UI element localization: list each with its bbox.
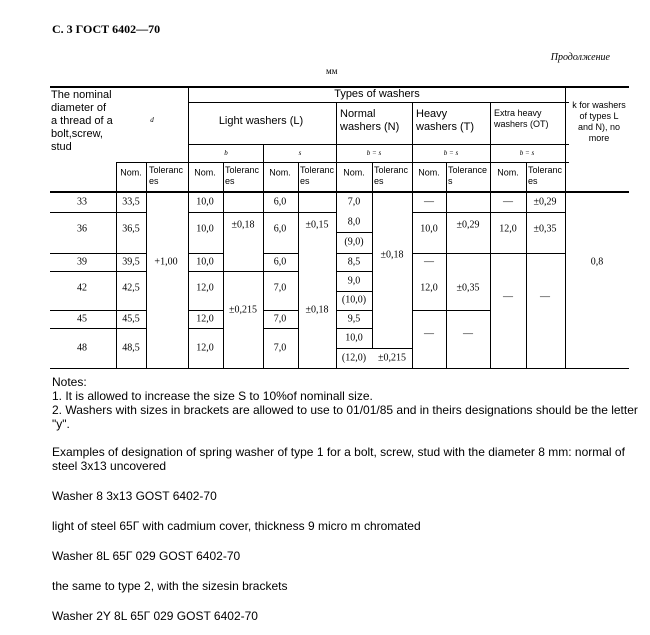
table-cell: — xyxy=(463,328,473,340)
table-cell: ±0,18 xyxy=(231,219,255,231)
table-cell: 7,0 xyxy=(273,342,287,354)
table-cell: (9,0) xyxy=(344,236,364,248)
page-header: С. 3 ГОСТ 6402—70 xyxy=(52,22,161,36)
xh-tol-header: Tolerances xyxy=(528,165,563,186)
table-cell: ±0,215 xyxy=(229,304,257,316)
d-tolerance: +1,00 xyxy=(154,256,178,268)
table-cell: — xyxy=(424,196,434,208)
k-value: 0,8 xyxy=(590,256,604,268)
d-nom-header: Nom. xyxy=(120,167,142,178)
example-1: Examples of designation of spring washer of type 1 for a bolt, screw, stud with the diameter 8 mm: normal of steel 3x13 uncovered xyxy=(52,445,625,473)
washer-designation-2: Washer 8L 65Г 029 GOST 6402-70 xyxy=(52,549,241,563)
continuation-label: Продолжение xyxy=(550,52,610,63)
table-cell: 6,0 xyxy=(273,256,287,268)
table-cell: (12,0) xyxy=(341,352,367,364)
table-cell: ±0,18 xyxy=(380,249,404,261)
table-cell: 8,0 xyxy=(347,216,361,228)
table-cell: 9,5 xyxy=(347,313,361,325)
table-cell: 10,0 xyxy=(345,332,363,344)
table-cell: — xyxy=(424,256,434,268)
light-s-nom-header: Nom. xyxy=(269,167,291,178)
notes-title: Notes: xyxy=(52,375,87,389)
washer-designation-3: Washer 2Y 8L 65Г 029 GOST 6402-70 xyxy=(52,609,258,623)
table-cell: ±0,35 xyxy=(456,282,480,294)
light-washers-header: Light washers (L) xyxy=(218,115,304,127)
table-cell: 12,0 xyxy=(499,223,517,235)
normal-tol-header: Tolerances xyxy=(374,165,409,186)
light-b-nom-header: Nom. xyxy=(194,167,216,178)
table-cell: 6,0 xyxy=(273,196,287,208)
light-s-tol-header: Tolerances xyxy=(300,165,335,186)
note-1: 1. It is allowed to increase the size S to 10%of nominall size. xyxy=(52,389,373,403)
table-cell: 33,5 xyxy=(122,196,140,208)
table-cell: 8,5 xyxy=(347,256,361,268)
table-cell: 42,5 xyxy=(122,282,140,294)
table-cell: 9,0 xyxy=(347,275,361,287)
table-cell: 12,0 xyxy=(196,282,214,294)
table-cell: 7,0 xyxy=(347,196,361,208)
table-cell: 39,5 xyxy=(122,256,140,268)
table-cell: 12,0 xyxy=(196,342,214,354)
table-cell: 7,0 xyxy=(273,313,287,325)
table-cell: 39 xyxy=(77,256,87,268)
table-cell: 12,0 xyxy=(420,282,438,294)
heavy-tol-header: Tolerances xyxy=(448,165,488,186)
table-cell: ±0,29 xyxy=(533,196,557,208)
nominal-diameter-header: The nominal diameter of a thread of a bolt,screw, stud xyxy=(51,89,113,153)
k-column-header: k for washers of types L and N), no more xyxy=(572,100,626,143)
table-cell: 36 xyxy=(77,223,87,235)
table-cell: ±0,35 xyxy=(533,223,557,235)
normal-b-eq-s: b = s xyxy=(366,149,382,157)
table-cell: 7,0 xyxy=(273,282,287,294)
example-3: the same to type 2, with the sizesin brackets xyxy=(52,579,288,593)
table-cell: 45,5 xyxy=(122,313,140,325)
table-cell: 10,0 xyxy=(196,223,214,235)
table-cell: 12,0 xyxy=(196,313,214,325)
table-cell: 10,0 xyxy=(196,196,214,208)
table-cell: — xyxy=(540,291,550,303)
table-cell: 33 xyxy=(77,196,87,208)
extra-heavy-washers-header: Extra heavy washers (OT) xyxy=(494,108,549,129)
table-cell: ±0,215 xyxy=(378,352,406,364)
table-cell: ±0,15 xyxy=(305,219,329,231)
heavy-washers-header: Heavy washers (T) xyxy=(416,108,475,133)
b-subheader: b xyxy=(224,149,228,157)
types-of-washers-header: Types of washers xyxy=(334,88,420,100)
table-cell: 42 xyxy=(77,282,87,294)
d-tol-header: Tolerances xyxy=(149,165,184,186)
normal-nom-header: Nom. xyxy=(343,167,365,178)
notes-section xyxy=(52,375,642,623)
unit-label: мм xyxy=(326,66,338,76)
table-cell: ±0,29 xyxy=(456,219,480,231)
washer-designation-1: Washer 8 3x13 GOST 6402-70 xyxy=(52,489,217,503)
note-2: 2. Washers with sizes in brackets are allowed to use to 01/01/85 and in theirs designations should be the letter "y". xyxy=(52,403,638,431)
table-cell: — xyxy=(424,328,434,340)
heavy-b-eq-s: b = s xyxy=(443,149,459,157)
table-cell: 10,0 xyxy=(420,223,438,235)
table-cell: 36,5 xyxy=(122,223,140,235)
table-cell: — xyxy=(503,196,513,208)
s-subheader: s xyxy=(298,149,302,157)
table-cell: ±0,18 xyxy=(305,304,329,316)
table-cell: 6,0 xyxy=(273,223,287,235)
table-cell: — xyxy=(503,291,513,303)
normal-washers-header: Normal washers (N) xyxy=(340,108,400,133)
d-header: d xyxy=(150,116,154,124)
table-cell: (10,0) xyxy=(341,294,367,306)
xh-nom-header: Nom. xyxy=(497,167,519,178)
table-cell: 48,5 xyxy=(122,342,140,354)
table-cell: 48 xyxy=(77,342,87,354)
example-2: light of steel 65Г with cadmium cover, thickness 9 micro m chromated xyxy=(52,519,421,533)
table-cell: 45 xyxy=(77,313,87,325)
xh-b-eq-s: b = s xyxy=(519,149,535,157)
heavy-nom-header: Nom. xyxy=(418,167,440,178)
light-b-tol-header: Tolerances xyxy=(225,165,260,186)
table-cell: 10,0 xyxy=(196,256,214,268)
